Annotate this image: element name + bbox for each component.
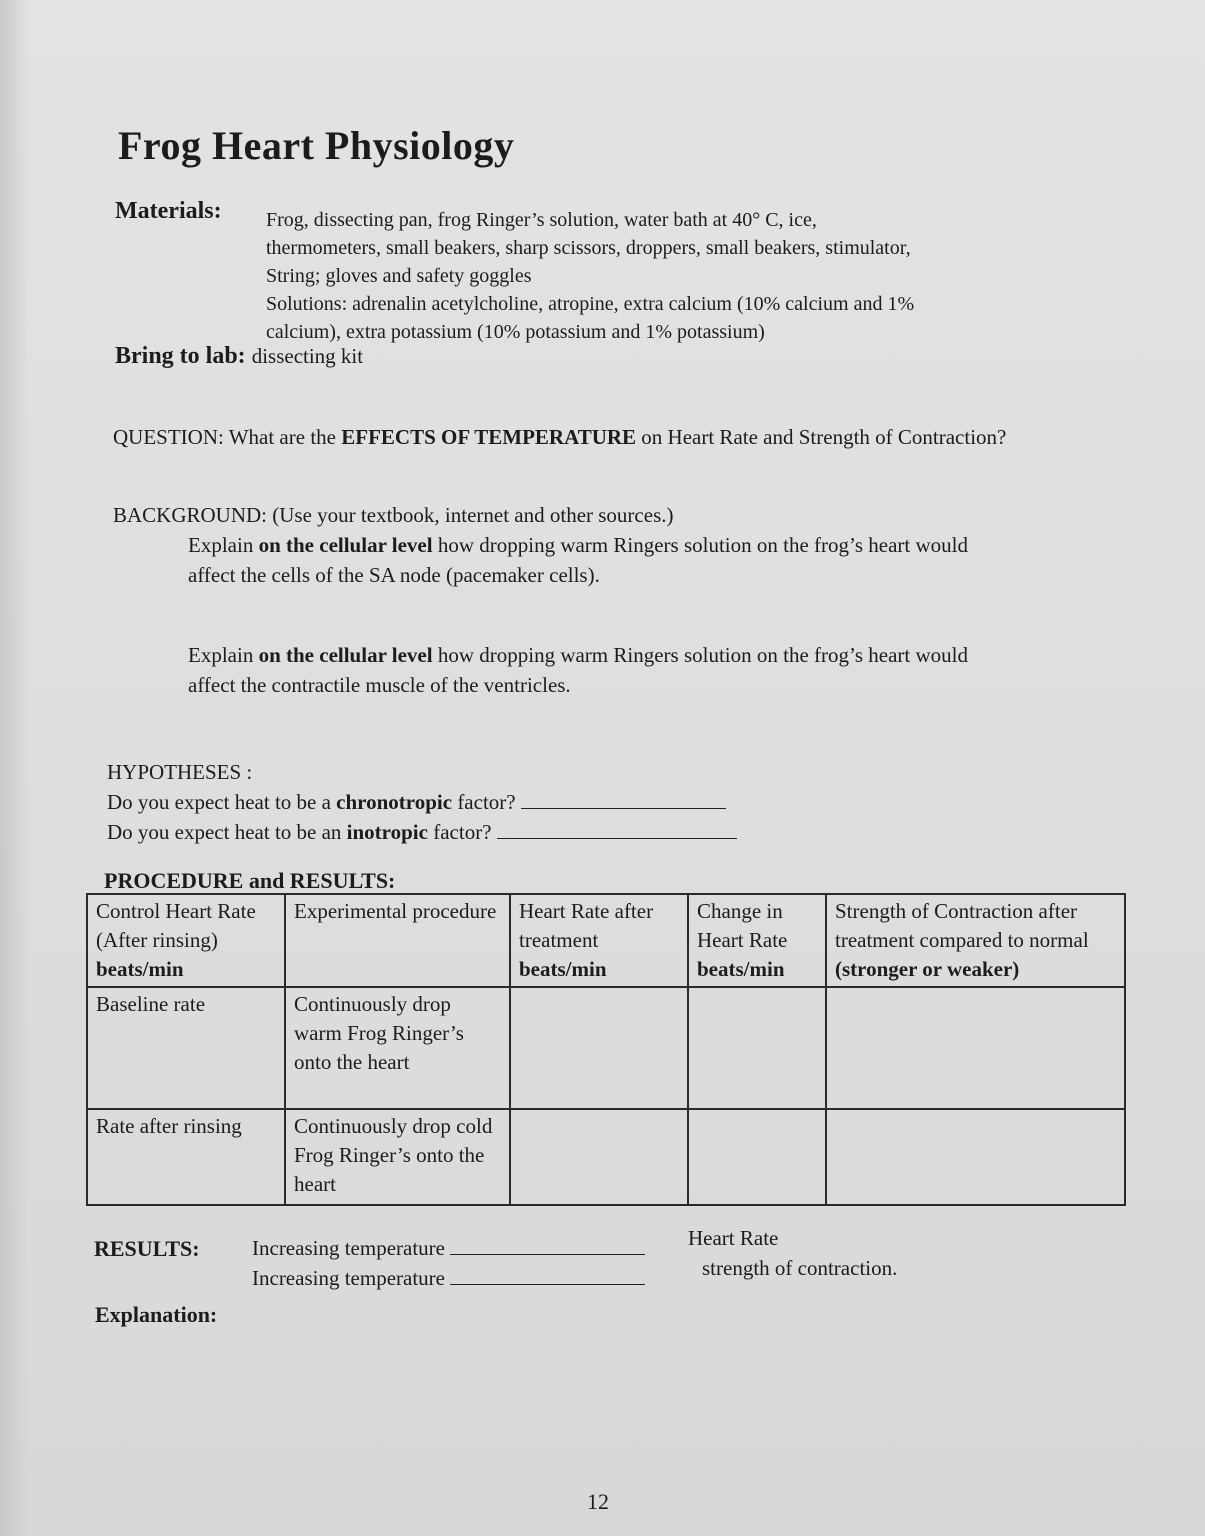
- hypothesis-1-answer-blank[interactable]: [521, 790, 726, 809]
- header-strength-contraction: [826, 894, 1125, 987]
- prompt-bold: on the cellular level: [258, 643, 433, 667]
- cell-strength-input[interactable]: [826, 987, 1125, 1109]
- cell-change-input[interactable]: [688, 987, 826, 1109]
- cell-heart-rate-input[interactable]: [510, 1109, 688, 1205]
- bring-to-lab-label: Bring to lab:: [115, 343, 246, 369]
- header-text: Control Heart Rate (After rinsing): [96, 899, 256, 952]
- hyp1-after: factor?: [457, 790, 516, 814]
- results-line-1-lead: Increasing temperature: [252, 1236, 445, 1260]
- prompt-lead: Explain: [188, 533, 254, 557]
- page-number: 12: [587, 1489, 609, 1514]
- header-heart-rate-after: [510, 894, 688, 987]
- hyp1-before: Do you expect heat to be a: [107, 790, 331, 814]
- question-emphasis: EFFECTS OF TEMPERATURE: [341, 425, 637, 449]
- header-unit: (stronger or weaker): [835, 957, 1020, 981]
- background-prompt-1: [188, 530, 1018, 590]
- materials-line: Solutions: adrenalin acetylcholine, atropine, extra calcium (10% calcium and 1%: [266, 293, 915, 315]
- page-shadow: [0, 0, 30, 1536]
- header-unit: beats/min: [519, 957, 607, 981]
- hyp2-term: inotropic: [346, 820, 428, 844]
- cell-strength-input[interactable]: [826, 1109, 1125, 1205]
- bring-to-lab-text: dissecting kit: [251, 344, 364, 368]
- hypotheses: [107, 757, 737, 847]
- cell-heart-rate-input[interactable]: [510, 987, 688, 1109]
- question-text-after: on Heart Rate and Strength of Contraction?: [641, 425, 1007, 449]
- materials-label: Materials:: [115, 198, 222, 224]
- cell-control: Baseline rate: [87, 987, 285, 1109]
- header-text: Heart Rate after treatment: [519, 899, 654, 952]
- hyp2-after: factor?: [433, 820, 492, 844]
- background-heading: BACKGROUND: (Use your textbook, internet and other sources.): [113, 503, 674, 527]
- results-line-1: [252, 1236, 645, 1261]
- prompt-rest: how dropping warm Ringers solution on the frog’s heart would affect the cells of the SA node (pacemaker cells).: [188, 533, 969, 587]
- procedure-heading: PROCEDURE and RESULTS:: [104, 868, 396, 893]
- materials-line: String; gloves and safety goggles: [266, 265, 532, 287]
- hypothesis-2-answer-blank[interactable]: [497, 820, 737, 839]
- background-prompt-2: [188, 640, 1018, 700]
- results-line-2: [252, 1266, 645, 1291]
- prompt-rest: how dropping warm Ringers solution on the frog’s heart would affect the contractile muscle of the ventricles.: [188, 643, 969, 697]
- header-text: Strength of Contraction after treatment compared to normal: [835, 899, 1089, 952]
- question: [113, 422, 1013, 452]
- question-label: QUESTION:: [113, 425, 224, 449]
- bring-to-lab: [115, 343, 363, 370]
- page-title: Frog Heart Physiology: [118, 123, 515, 168]
- cell-procedure: Continuously drop cold Frog Ringer’s onto the heart: [285, 1109, 510, 1205]
- cell-control: Rate after rinsing: [87, 1109, 285, 1205]
- table-row: [87, 987, 1125, 1109]
- prompt-bold: on the cellular level: [258, 533, 433, 557]
- header-text: Change in Heart Rate: [697, 899, 788, 952]
- table-row: [87, 1109, 1125, 1205]
- materials-line: Frog, dissecting pan, frog Ringer’s solution, water bath at 40° C, ice,: [266, 209, 817, 231]
- results-line-2-lead: Increasing temperature: [252, 1266, 445, 1290]
- header-experimental-procedure: Experimental procedure: [285, 894, 510, 987]
- cell-change-input[interactable]: [688, 1109, 826, 1205]
- materials-line: calcium), extra potassium (10% potassium and 1% potassium): [266, 321, 765, 343]
- explanation-label: Explanation:: [95, 1302, 218, 1327]
- hypothesis-question-1: [107, 787, 737, 817]
- results-line-1-tail: Heart Rate: [688, 1226, 779, 1250]
- table-header-row: [87, 894, 1125, 987]
- prompt-lead: Explain: [188, 643, 254, 667]
- results-label: RESULTS:: [94, 1236, 200, 1261]
- hypothesis-question-2: [107, 817, 737, 847]
- hypotheses-heading: HYPOTHESES :: [107, 760, 253, 784]
- cell-procedure: Continuously drop warm Frog Ringer’s onto the heart: [285, 987, 510, 1109]
- results-line-2-tail: strength of contraction.: [702, 1256, 898, 1280]
- hyp1-term: chronotropic: [336, 790, 453, 814]
- question-text-before: What are the: [228, 425, 336, 449]
- materials-list: [266, 206, 914, 346]
- header-change-heart-rate: [688, 894, 826, 987]
- materials-line: thermometers, small beakers, sharp scissors, droppers, small beakers, stimulator,: [266, 237, 911, 259]
- procedure-results-table: [86, 893, 1126, 1206]
- header-unit: beats/min: [96, 957, 184, 981]
- header-control-rate: [87, 894, 285, 987]
- results-blank-2[interactable]: [450, 1266, 645, 1285]
- hyp2-before: Do you expect heat to be an: [107, 820, 342, 844]
- header-unit: beats/min: [697, 957, 785, 981]
- results-blank-1[interactable]: [450, 1236, 645, 1255]
